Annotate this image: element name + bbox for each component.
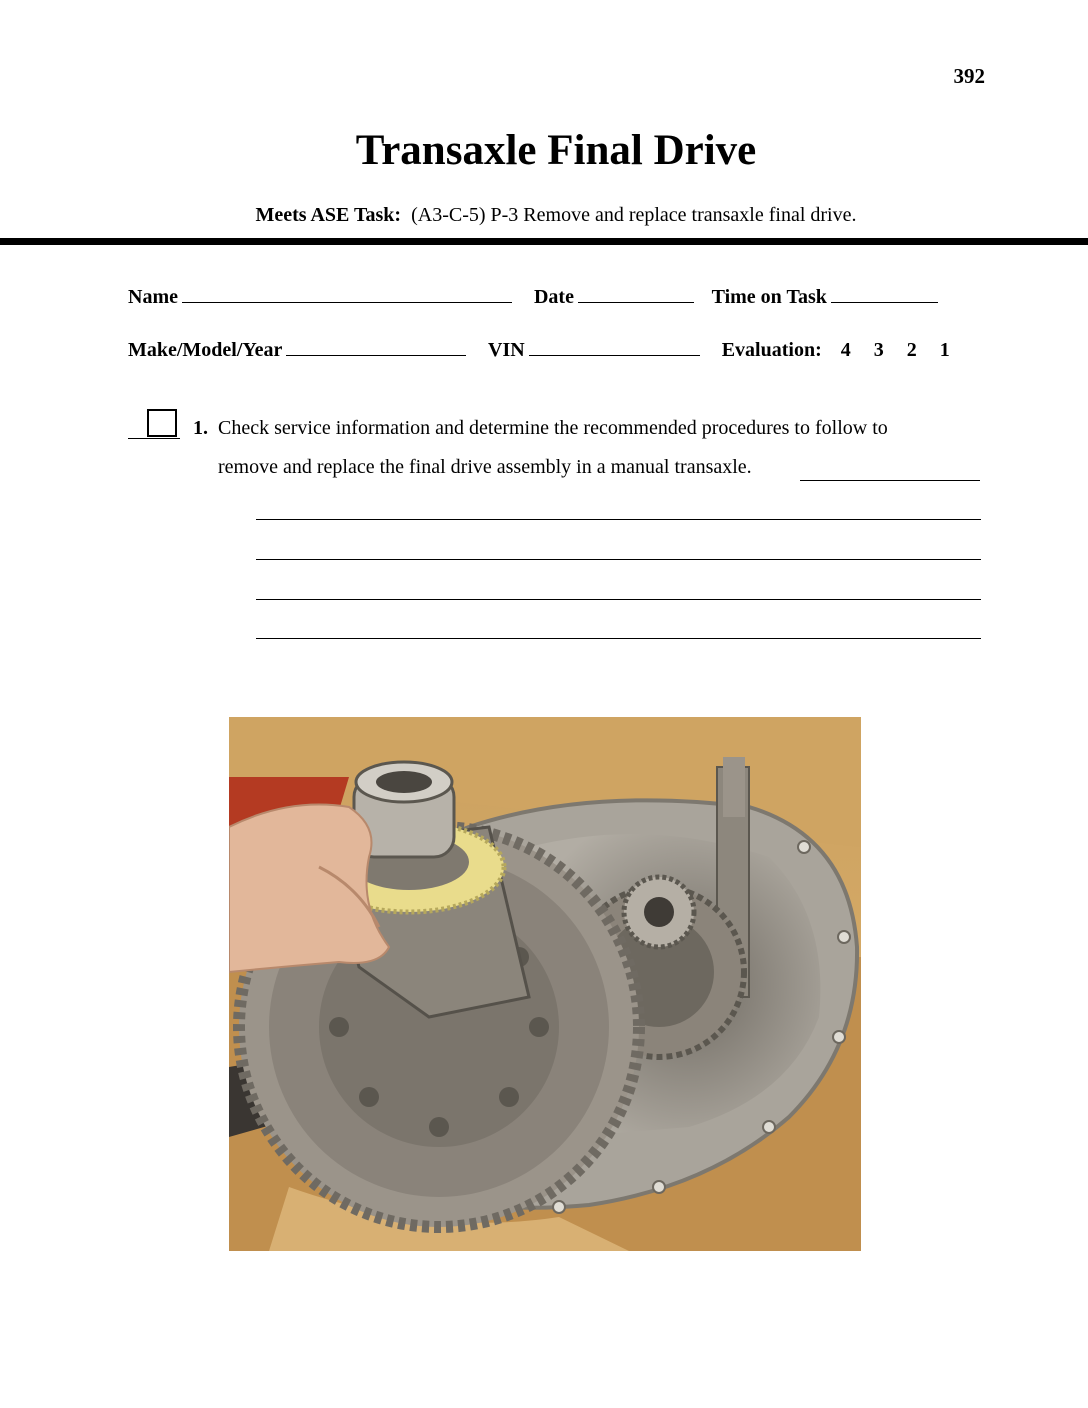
vin-label: VIN <box>488 339 525 361</box>
time-on-task-label: Time on Task <box>711 286 827 308</box>
task-number: 1. <box>193 417 208 439</box>
task-text-line-1: Check service information and determine the recommended procedures to follow to <box>218 417 888 439</box>
evaluation-label: Evaluation: <box>721 339 822 361</box>
page-number: 392 <box>953 64 985 88</box>
task-text-line-2: remove and replace the final drive assembly in a manual transaxle. <box>218 456 752 478</box>
task-initial-line[interactable] <box>128 438 180 439</box>
info-row-2 <box>128 337 950 362</box>
evaluation-score-4[interactable]: 4 <box>840 339 851 361</box>
ase-task-label: Meets ASE Task: <box>255 204 402 226</box>
vin-field[interactable] <box>529 337 700 356</box>
make-model-year-label: Make/Model/Year <box>128 339 283 361</box>
name-field[interactable] <box>182 284 512 303</box>
name-label: Name <box>128 286 178 308</box>
evaluation-score-3[interactable]: 3 <box>873 339 884 361</box>
make-model-year-field[interactable] <box>286 337 466 356</box>
page-title: Transaxle Final Drive <box>355 127 757 174</box>
answer-line-3[interactable] <box>256 599 981 600</box>
ase-task-line <box>0 204 1088 227</box>
ase-task-text: (A3-C-5) P-3 Remove and replace transaxle final drive. <box>411 204 857 226</box>
transaxle-final-drive-photo <box>229 717 861 1251</box>
answer-line-4[interactable] <box>256 638 981 639</box>
header-divider <box>0 238 1088 245</box>
date-field[interactable] <box>578 284 694 303</box>
answer-line-2[interactable] <box>256 559 981 560</box>
answer-line-0[interactable] <box>800 480 980 481</box>
date-label: Date <box>533 286 574 308</box>
task-checkbox[interactable] <box>147 409 177 437</box>
evaluation-score-2[interactable]: 2 <box>906 339 917 361</box>
time-on-task-field[interactable] <box>831 284 938 303</box>
evaluation-score-1[interactable]: 1 <box>939 339 950 361</box>
answer-line-1[interactable] <box>256 519 981 520</box>
info-row-1 <box>128 284 938 309</box>
